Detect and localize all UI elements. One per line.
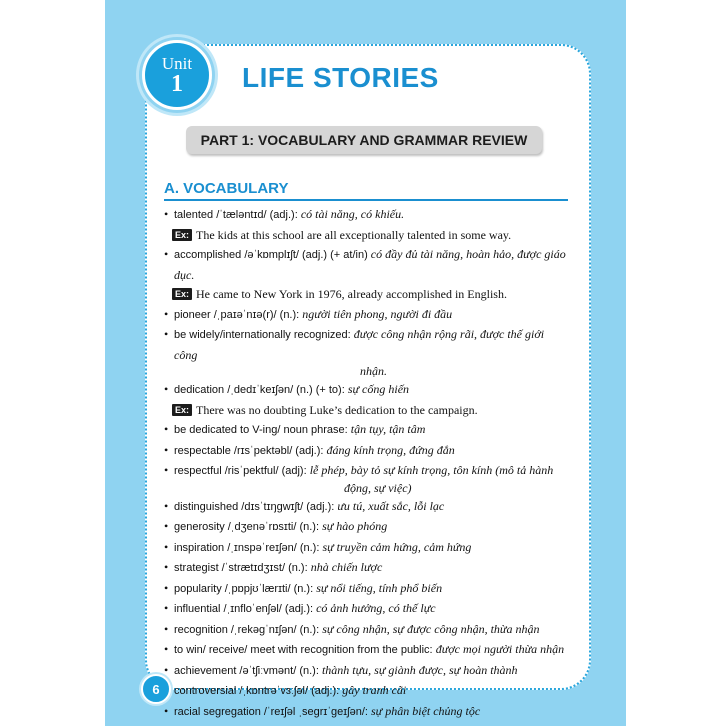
unit-number: 1: [171, 70, 183, 97]
example-row: [164, 285, 568, 305]
vocab-meaning: lễ phép, bày tỏ sự kính trọng, tôn kính (mô tả hành: [309, 463, 554, 477]
vocab-term: influential /ˌɪnfloˈenʃəl/ (adj.):: [174, 603, 317, 615]
vocab-entry: [164, 702, 568, 723]
example-tag: Ex:: [172, 404, 192, 416]
vocab-meaning: có đầy đủ tài năng, hoàn hảo, được giáo dục.: [174, 247, 566, 282]
vocab-meaning: thành tựu, sự giành được, sự hoàn thành: [321, 662, 518, 677]
vocab-entry: [164, 305, 568, 326]
vocab-meaning: sự công nhận, sự được công nhận, thừa nhận: [322, 621, 540, 636]
vocab-meaning: gây tranh cãi: [342, 683, 407, 697]
vocab-entry: [164, 640, 568, 661]
vocab-entry: [164, 461, 568, 497]
vocab-entry: [164, 325, 568, 380]
vocab-term: to win/ receive/ meet with recognition from the public:: [174, 644, 436, 656]
vocab-meaning-continued: nhận.: [360, 364, 387, 378]
vocab-meaning: sự phân biệt chủng tộc: [371, 703, 481, 718]
vocab-term: accomplished /əˈkɒmplɪʃt/ (adj.) (+ at/in): [174, 249, 371, 261]
vocab-term: respectable /rɪsˈpektəbl/ (adj.):: [174, 444, 327, 457]
vocab-entry: [164, 517, 568, 538]
vocab-meaning: có tài năng, có khiếu.: [300, 207, 405, 221]
vocab-entry: [164, 441, 568, 462]
page-number: 6: [141, 674, 171, 704]
vocab-term: distinguished /dɪsˈtɪŋgwɪʃt/ (adj.):: [174, 500, 338, 513]
vocab-meaning: sự cống hiến: [347, 382, 410, 396]
part-heading: PART 1: VOCABULARY AND GRAMMAR REVIEW: [186, 126, 542, 154]
example-text: He came to New York in 1976, already accomplished in English.: [196, 287, 507, 301]
vocab-entry: [164, 420, 568, 441]
vocab-entry: [164, 538, 568, 559]
vocab-meaning: người tiên phong, người đi đầu: [302, 306, 453, 321]
vocab-meaning: được mọi người thừa nhận: [435, 642, 565, 656]
example-tag: Ex:: [172, 288, 192, 300]
unit-badge-ring: [142, 40, 212, 110]
vocab-meaning: sự hào phóng: [322, 519, 388, 533]
vocab-meaning: nhà chiến lược: [310, 560, 383, 574]
vocab-entry: [164, 681, 568, 702]
vocabulary-list: [164, 205, 568, 722]
example-row: [164, 401, 568, 421]
example-tag: Ex:: [172, 229, 192, 241]
vocab-term: inspiration /ˌɪnspəˈreɪʃən/ (n.):: [174, 541, 323, 554]
vocab-meaning: sự truyền cảm hứng, cảm hứng: [322, 539, 472, 554]
vocab-meaning: ưu tú, xuất sắc, lỗi lạc: [337, 498, 445, 513]
vocab-meaning: sự nổi tiếng, tính phổ biến: [316, 580, 443, 595]
unit-title: LIFE STORIES: [242, 62, 439, 93]
vocab-meaning-continued: động, sự việc): [344, 480, 412, 495]
vocab-entry: [164, 205, 568, 226]
vocab-term: talented /ˈtæləntɪd/ (adj.):: [174, 209, 301, 221]
vocab-meaning: được công nhận rộng rãi, được thế giới công: [174, 327, 545, 362]
vocab-entry: [164, 558, 568, 579]
vocab-entry: [164, 497, 568, 518]
vocab-term: be widely/internationally recognized:: [174, 329, 354, 341]
section-title: A. VOCABULARY: [164, 180, 289, 197]
vocab-term: controversial /ˌkɒntrəˈvɜːʃəl/ (adj.):: [174, 685, 343, 697]
vocab-term: popularity /ˌpɒpjʊˈlærɪti/ (n.):: [174, 582, 317, 595]
unit-badge: [136, 34, 218, 116]
example-text: The kids at this school are all exceptionally talented in some way.: [196, 227, 512, 242]
vocab-entry: [164, 380, 568, 401]
vocab-term: pioneer /ˌpaɪəˈnɪə(r)/ (n.):: [174, 308, 303, 321]
example-row: [164, 226, 568, 246]
vocab-entry: [164, 579, 568, 600]
example-text: There was no doubting Luke’s dedication to the campaign.: [196, 402, 478, 417]
vocab-meaning: có ảnh hưởng, có thế lực: [316, 601, 436, 615]
vocab-term: respectful /risˈpektful/ (adj):: [174, 465, 310, 477]
vocab-entry: [164, 245, 568, 285]
vocab-term: achievement /əˈtʃiːvmənt/ (n.):: [174, 664, 322, 677]
vocab-entry: [164, 599, 568, 620]
vocab-term: generosity /ˌdʒenəˈrɒsɪti/ (n.):: [174, 521, 323, 533]
vocab-entry: [164, 620, 568, 641]
vocab-term: racial segregation /ˈreɪʃəl ˌsegrɪˈgeɪʃən/:: [174, 705, 372, 718]
vocab-term: strategist /ˈstrætɪdʒɪst/ (n.):: [174, 562, 311, 574]
section-divider: [164, 199, 568, 201]
vocab-meaning: tận tụy, tận tâm: [350, 422, 426, 436]
vocab-meaning: đáng kính trọng, đứng đắn: [326, 442, 455, 457]
vocab-term: recognition /ˌrekəgˈnɪʃən/ (n.):: [174, 623, 323, 636]
vocab-entry: [164, 661, 568, 682]
vocab-term: dedication /ˌdedɪˈkeɪʃən/ (n.) (+ to):: [174, 384, 348, 396]
vocab-term: be dedicated to V-ing/ noun phrase:: [174, 424, 351, 436]
unit-word: Unit: [161, 53, 193, 73]
